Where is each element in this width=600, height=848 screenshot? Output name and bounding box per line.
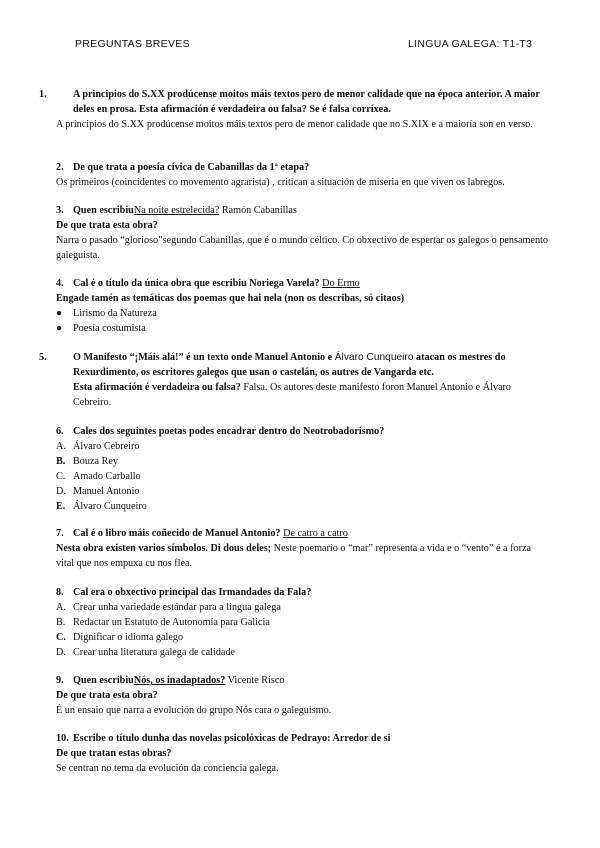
question-10-sub-answer: Se centran no tema da evolución da conciencia galega. bbox=[56, 763, 279, 774]
option-item: A. Crear unha variedade estándar para a lingua galega bbox=[56, 602, 281, 613]
list-item: ● Poesía costumista bbox=[56, 323, 146, 334]
question-3-text: 3. Quen escribiuNa noite estrelecida? Ramón Cabanillas bbox=[56, 205, 297, 216]
question-7-answer: De catro a catro bbox=[283, 528, 348, 539]
bullet-icon: ● bbox=[56, 308, 63, 319]
question-7-text: 7. Cal é o libro máis coñecido de Manuel Antonio? De catro a catro bbox=[56, 528, 348, 539]
question-8 bbox=[56, 585, 550, 660]
question-9-sub: De que trata esta obra? bbox=[56, 690, 158, 701]
question-8-text: 8. Cal era o obxectivo principal das Irmandades da Fala? bbox=[56, 587, 312, 598]
question-9-text: 9. Quen escribiuNós, os inadaptados? Vicente Risco bbox=[56, 675, 285, 686]
question-1 bbox=[39, 87, 550, 132]
question-5 bbox=[39, 350, 550, 410]
question-7 bbox=[56, 526, 550, 571]
question-4-sub: Engade tamén as temáticas dos poemas que hai nela (non os describas, só citaos) bbox=[56, 293, 405, 304]
option-item: C. Dignificar o idioma galego bbox=[56, 632, 184, 643]
question-2-text: 2. De que trata a poesía cívica de Cabanillas da 1ª etapa? bbox=[56, 162, 310, 173]
question-3-title: Na noite estrelecida? bbox=[133, 205, 220, 216]
question-3-answer: Ramón Cabanillas bbox=[219, 205, 297, 216]
question-7-sub: Nesta obra existen varios símbolos. Di dous deles; Neste poemario o “mar” representa a vida e o “vento” é a forza vital que nos empuxa cu nos flea. bbox=[56, 543, 532, 569]
question-5-answer-line: Esta afirmación é verdadeira ou falsa? Falsa. Os autores deste manifesto foron Manuel Antonio e Álvaro Cebreiro. bbox=[73, 382, 511, 408]
option-item: B. Bouza Rey bbox=[56, 456, 118, 467]
question-9-title: Nós, os inadaptados? bbox=[133, 675, 226, 686]
question-9-sub-answer: É un ensaio que narra a evolución do grupo Nós cara o galeguismo. bbox=[56, 705, 332, 716]
question-10 bbox=[56, 731, 550, 776]
question-10-text: 10. Escribe o título dunha das novelas psicolóxicas de Pedrayo: Arredor de si bbox=[56, 733, 391, 744]
question-4 bbox=[56, 276, 550, 336]
question-2 bbox=[56, 160, 550, 190]
option-item: E. Álvaro Cunqueiro bbox=[56, 501, 147, 512]
option-item: D. Manuel Antonio bbox=[56, 486, 140, 497]
question-6-text: 6. Cales dos seguintes poetas podes encadrar dentro do Neotrobadorismo? bbox=[56, 426, 385, 437]
question-7-sub-answer: Neste poemario o “mar” representa a vida e o “vento” é a forza vital que nos empuxa cu nos flea. bbox=[56, 543, 532, 569]
question-4-answer: Do Ermo bbox=[322, 278, 360, 289]
question-5-answer: Falsa. Os autores deste manifesto foron Manuel Antonio e Álvaro Cebreiro. bbox=[73, 382, 511, 408]
question-9-answer: Vicente Risco bbox=[225, 675, 285, 686]
option-item: B. Redactar un Estatuto de Autonomía para Galicia bbox=[56, 617, 270, 628]
question-6 bbox=[56, 424, 550, 514]
option-item: A. Álvaro Cebreiro bbox=[56, 441, 140, 452]
question-1-answer: A principios do S.XX prodúcense moitos máis textos pero de menor calidade que no S.XIX e a maioría son en verso. bbox=[56, 119, 533, 130]
question-1-text: 1. A principios do S.XX prodúcense moitos máis textos pero de menor calidade que na época anterior. A maior deles en prosa. Esta afirmación é verdadeira ou falsa? Se é falsa corríxea. bbox=[39, 89, 540, 115]
header-left: PREGUNTAS BREVES bbox=[75, 38, 190, 50]
question-3 bbox=[56, 203, 550, 263]
question-5-text: 5. O Manifesto “¡Máis alá!” é un texto onde Manuel Antonio e Álvaro Cunqueiro atacan os mestres do Rexurdimento, os escritores galegos que usan o castelán, os autres de Vangarda etc. bbox=[39, 352, 506, 378]
bullet-icon: ● bbox=[56, 323, 63, 334]
option-item: D. Crear unha literatura galega de calidade bbox=[56, 647, 236, 658]
list-item: ● Lirismo da Natureza bbox=[56, 308, 157, 319]
question-3-sub: De que trata esta obra? bbox=[56, 220, 158, 231]
question-2-answer: Os primeiros (coincidentes co movemento agrarista) , critican a situación de miseria en que viven os labregos. bbox=[56, 177, 505, 188]
question-4-text: 4. Cal é o título da única obra que escribiu Noriega Varela? Do Ermo bbox=[56, 278, 360, 289]
question-9 bbox=[56, 673, 550, 718]
header-right: LINGUA GALEGA: T1-T3 bbox=[408, 38, 533, 50]
question-3-sub-answer: Narra o pasado “glorioso”segundo Cabanillas, que é o mundo céltico. Co obxectivo de espertar os galegos o pensamento galeguista. bbox=[56, 235, 548, 261]
option-item: C. Amado Carballo bbox=[56, 471, 141, 482]
question-10-sub: De que tratan estas obras? bbox=[56, 748, 172, 759]
